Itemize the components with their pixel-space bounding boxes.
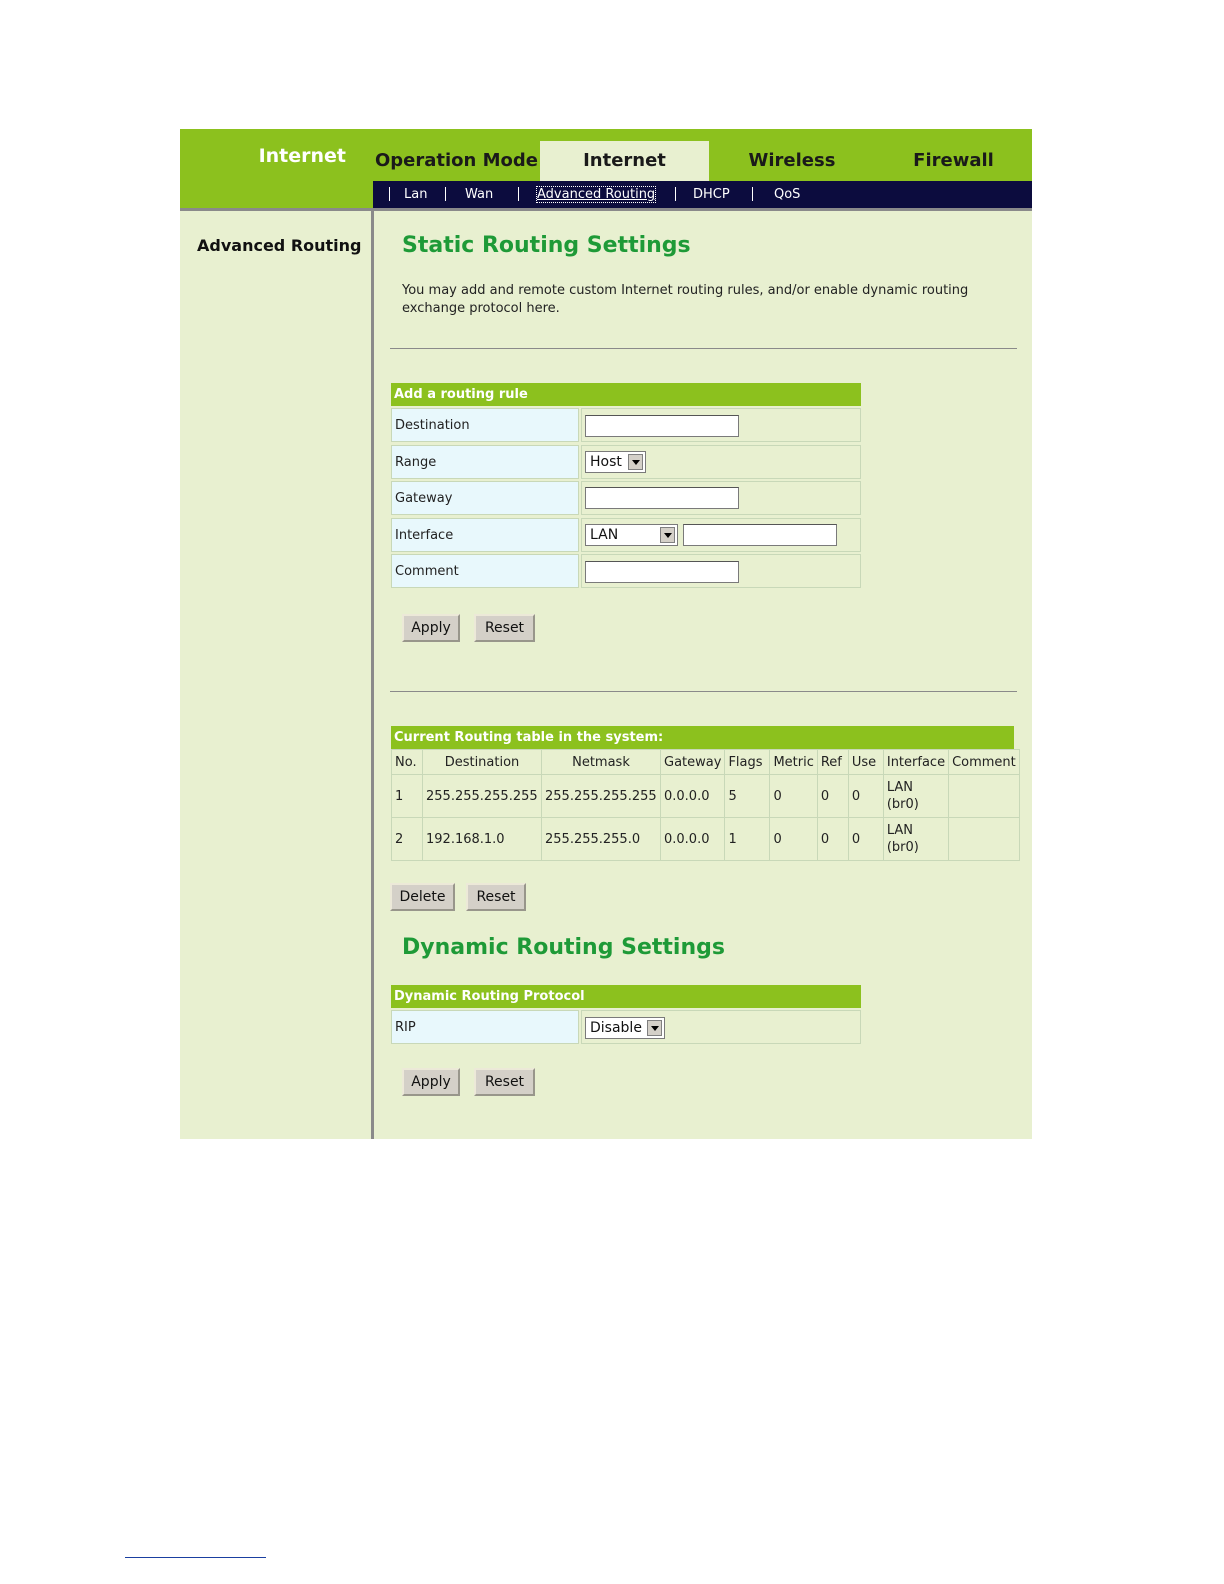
interface-select[interactable] bbox=[585, 524, 678, 546]
cell-flags: 5 bbox=[725, 775, 770, 818]
chevron-down-icon[interactable] bbox=[628, 454, 643, 470]
table-header-row bbox=[392, 750, 1020, 775]
cell-destination: 192.168.1.0 bbox=[423, 818, 542, 861]
dynamic-apply-button[interactable]: Apply bbox=[402, 1068, 460, 1096]
cell-destination: 255.255.255.255 bbox=[423, 775, 542, 818]
interface-label: Interface bbox=[391, 518, 579, 552]
subnav-qos[interactable]: QoS bbox=[774, 187, 801, 202]
header-bar bbox=[180, 129, 1032, 208]
nav-separator bbox=[675, 187, 676, 201]
table-reset-button[interactable]: Reset bbox=[466, 883, 526, 911]
cell-metric: 0 bbox=[770, 818, 817, 861]
dynamic-routing-title: Dynamic Routing Settings bbox=[402, 935, 725, 960]
routing-table bbox=[391, 749, 1020, 861]
table-row[interactable] bbox=[392, 818, 1020, 861]
column-header: Use bbox=[848, 750, 883, 775]
dynamic-reset-button[interactable]: Reset bbox=[474, 1068, 535, 1096]
comment-row bbox=[391, 554, 861, 590]
nav-separator bbox=[445, 187, 446, 201]
cell-netmask: 255.255.255.255 bbox=[542, 775, 661, 818]
subnav-advanced-routing[interactable]: Advanced Routing bbox=[537, 187, 656, 202]
interface-value: LAN bbox=[590, 527, 619, 543]
column-header: Comment bbox=[949, 750, 1020, 775]
footnote-rule bbox=[125, 1557, 266, 1558]
range-value: Host bbox=[590, 454, 622, 470]
column-header: Metric bbox=[770, 750, 817, 775]
delete-button[interactable]: Delete bbox=[390, 883, 455, 911]
router-admin-panel bbox=[180, 129, 1032, 1139]
column-header: Interface bbox=[883, 750, 948, 775]
interface-custom-input[interactable] bbox=[683, 524, 837, 546]
nav-separator bbox=[752, 187, 753, 201]
column-header: Ref bbox=[817, 750, 848, 775]
destination-row bbox=[391, 408, 861, 444]
range-row bbox=[391, 445, 861, 481]
divider bbox=[373, 208, 1032, 211]
tab-wireless[interactable]: Wireless bbox=[748, 150, 836, 171]
rip-row bbox=[391, 1010, 861, 1046]
divider bbox=[390, 348, 1017, 349]
column-header: No. bbox=[392, 750, 423, 775]
divider bbox=[180, 208, 373, 211]
tab-firewall[interactable]: Firewall bbox=[913, 150, 994, 171]
nav-separator bbox=[389, 187, 390, 201]
cell-gateway: 0.0.0.0 bbox=[661, 818, 725, 861]
interface-cell bbox=[581, 518, 861, 552]
reset-button[interactable]: Reset bbox=[474, 614, 535, 642]
sidebar-divider bbox=[371, 208, 374, 1139]
gateway-cell bbox=[581, 481, 861, 515]
rip-label: RIP bbox=[391, 1010, 579, 1044]
cell-use: 0 bbox=[848, 818, 883, 861]
sidebar-item-advanced-routing[interactable]: Advanced Routing bbox=[197, 236, 362, 255]
cell-no: 2 bbox=[392, 818, 423, 861]
range-label: Range bbox=[391, 445, 579, 479]
rip-select[interactable] bbox=[585, 1017, 665, 1039]
comment-label: Comment bbox=[391, 554, 579, 588]
subnav-wan[interactable]: Wan bbox=[465, 187, 494, 202]
gateway-label: Gateway bbox=[391, 481, 579, 515]
interface-row bbox=[391, 518, 861, 554]
section-title: Internet bbox=[258, 145, 346, 167]
range-select[interactable] bbox=[585, 451, 646, 473]
cell-flags: 1 bbox=[725, 818, 770, 861]
cell-interface: LAN (br0) bbox=[883, 818, 948, 861]
destination-label: Destination bbox=[391, 408, 579, 442]
comment-input[interactable] bbox=[585, 561, 739, 583]
column-header: Flags bbox=[725, 750, 770, 775]
cell-gateway: 0.0.0.0 bbox=[661, 775, 725, 818]
destination-input[interactable] bbox=[585, 415, 739, 437]
table-row[interactable] bbox=[392, 775, 1020, 818]
cell-netmask: 255.255.255.0 bbox=[542, 818, 661, 861]
range-cell bbox=[581, 445, 861, 479]
tab-operation-mode[interactable]: Operation Mode bbox=[374, 150, 538, 171]
cell-comment bbox=[949, 818, 1020, 861]
tab-internet[interactable]: Internet bbox=[540, 141, 709, 181]
cell-ref: 0 bbox=[817, 818, 848, 861]
divider bbox=[390, 691, 1017, 692]
page-description: You may add and remote custom Internet routing rules, and/or enable dynamic routing exchange protocol here. bbox=[402, 283, 969, 316]
chevron-down-icon[interactable] bbox=[647, 1020, 662, 1036]
rip-value: Disable bbox=[590, 1020, 642, 1036]
chevron-down-icon[interactable] bbox=[660, 527, 675, 543]
gateway-row bbox=[391, 481, 861, 517]
cell-interface: LAN (br0) bbox=[883, 775, 948, 818]
column-header: Netmask bbox=[542, 750, 661, 775]
comment-cell bbox=[581, 554, 861, 588]
apply-button[interactable]: Apply bbox=[402, 614, 460, 642]
add-rule-header: Add a routing rule bbox=[391, 383, 861, 406]
column-header: Destination bbox=[423, 750, 542, 775]
destination-cell bbox=[581, 408, 861, 442]
cell-comment bbox=[949, 775, 1020, 818]
nav-separator bbox=[518, 187, 519, 201]
sub-navigation bbox=[373, 181, 1032, 208]
column-header: Gateway bbox=[661, 750, 725, 775]
routing-table-header: Current Routing table in the system: bbox=[391, 726, 1014, 749]
gateway-input[interactable] bbox=[585, 487, 739, 509]
cell-ref: 0 bbox=[817, 775, 848, 818]
cell-no: 1 bbox=[392, 775, 423, 818]
rip-cell bbox=[581, 1010, 861, 1044]
static-routing-title: Static Routing Settings bbox=[402, 233, 691, 258]
subnav-lan[interactable]: Lan bbox=[404, 187, 428, 202]
cell-metric: 0 bbox=[770, 775, 817, 818]
dynamic-protocol-header: Dynamic Routing Protocol bbox=[391, 985, 861, 1008]
subnav-dhcp[interactable]: DHCP bbox=[693, 187, 730, 202]
cell-use: 0 bbox=[848, 775, 883, 818]
